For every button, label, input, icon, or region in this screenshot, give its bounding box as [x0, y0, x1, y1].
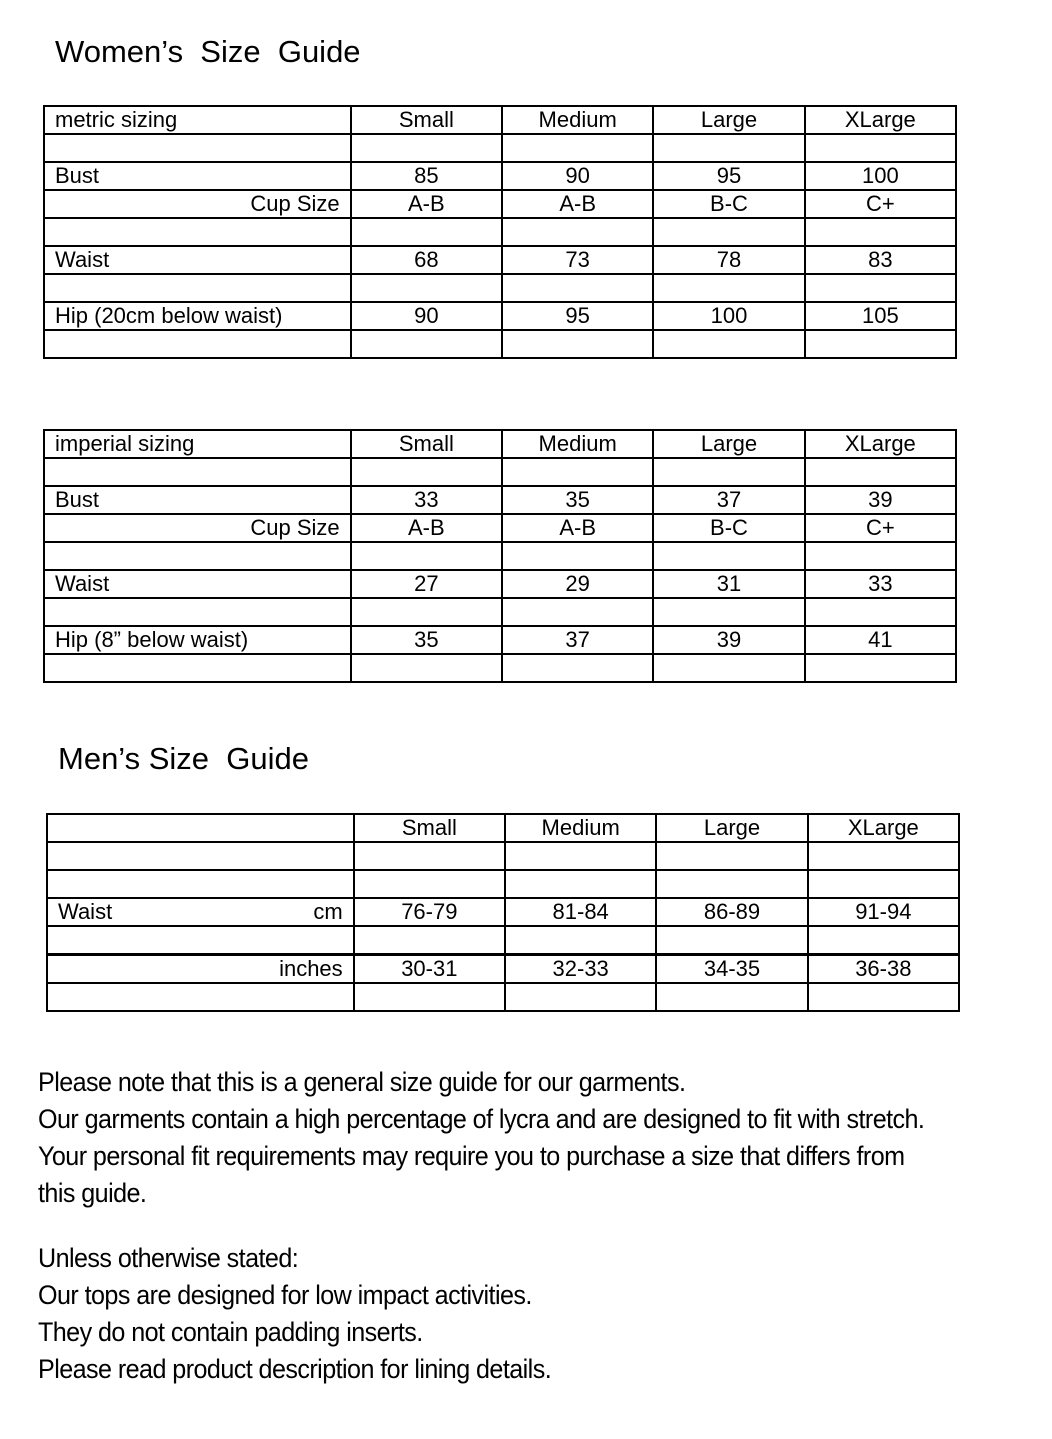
cell-value	[505, 926, 656, 955]
cell-value: 90	[351, 302, 502, 330]
note-line: Unless otherwise stated:	[38, 1243, 299, 1273]
cell-value	[351, 134, 502, 162]
cell-value: 39	[653, 626, 804, 654]
table-row	[44, 654, 956, 682]
row-label: imperial sizing	[44, 430, 351, 458]
cell-value	[354, 983, 505, 1011]
note-line: Your personal fit requirements may require you to purchase a size that differs from	[38, 1141, 905, 1171]
cell-value	[653, 654, 804, 682]
cell-value	[505, 870, 656, 898]
cell-value: 32-33	[505, 955, 656, 984]
cell-value	[505, 983, 656, 1011]
note-line: Our tops are designed for low impact activities.	[38, 1280, 532, 1310]
cell-value	[351, 598, 502, 626]
cell-value	[656, 926, 807, 955]
table-row	[44, 626, 956, 654]
size-medium-header: Medium	[502, 430, 653, 458]
row-label: Bust	[44, 162, 351, 190]
cell-value: 29	[502, 570, 653, 598]
cell-value	[502, 654, 653, 682]
row-label	[44, 458, 351, 486]
table-row	[47, 898, 959, 926]
cell-value: 27	[351, 570, 502, 598]
cell-value: 81-84	[505, 898, 656, 926]
table-row	[44, 274, 956, 302]
cell-value	[808, 926, 959, 955]
table-row	[44, 458, 956, 486]
cell-value	[805, 134, 956, 162]
size-small-header: Small	[354, 814, 505, 842]
cell-value	[656, 870, 807, 898]
cell-value	[656, 983, 807, 1011]
cell-value	[351, 218, 502, 246]
size-small-header: Small	[351, 430, 502, 458]
table-row	[44, 218, 956, 246]
cell-value	[805, 458, 956, 486]
cell-value: 35	[502, 486, 653, 514]
cell-value: 68	[351, 246, 502, 274]
cell-value: B-C	[653, 514, 804, 542]
row-label: Cup Size	[44, 190, 351, 218]
cell-value	[502, 218, 653, 246]
cell-value	[808, 842, 959, 870]
cell-value	[502, 274, 653, 302]
cell-value	[653, 218, 804, 246]
row-label: Waist	[44, 570, 351, 598]
cell-value: C+	[805, 514, 956, 542]
size-xlarge-header: XLarge	[805, 106, 956, 134]
measure-label: Waist	[58, 899, 113, 924]
cell-value: 39	[805, 486, 956, 514]
table-row	[44, 330, 956, 358]
cell-value	[805, 654, 956, 682]
row-label	[47, 983, 354, 1011]
row-label	[44, 598, 351, 626]
cell-value	[656, 842, 807, 870]
note-line: Our garments contain a high percentage of lycra and are designed to fit with stretch.	[38, 1104, 925, 1134]
product-notes	[38, 1240, 968, 1388]
row-label	[47, 842, 354, 870]
note-line: Please note that this is a general size guide for our garments.	[38, 1067, 686, 1097]
cell-value: 100	[805, 162, 956, 190]
cell-value	[805, 542, 956, 570]
table-row	[44, 486, 956, 514]
cell-value: 41	[805, 626, 956, 654]
cell-value	[805, 274, 956, 302]
cell-value	[351, 458, 502, 486]
table-row	[44, 190, 956, 218]
womens-size-guide-title: Women’s Size Guide	[55, 34, 361, 69]
size-xlarge-header: XLarge	[805, 430, 956, 458]
cell-value: 100	[653, 302, 804, 330]
table-header-row	[47, 814, 959, 842]
row-label	[47, 926, 354, 955]
row-label: Bust	[44, 486, 351, 514]
mens-size-table	[46, 813, 960, 1012]
table-row	[44, 246, 956, 274]
cell-value: 73	[502, 246, 653, 274]
cell-value: 83	[805, 246, 956, 274]
cell-value: 37	[653, 486, 804, 514]
cell-value	[354, 842, 505, 870]
cell-value	[502, 330, 653, 358]
size-large-header: Large	[656, 814, 807, 842]
size-medium-header: Medium	[502, 106, 653, 134]
table-row	[44, 542, 956, 570]
cell-value	[805, 218, 956, 246]
note-line: this guide.	[38, 1178, 147, 1208]
cell-value: 95	[653, 162, 804, 190]
cell-value	[354, 870, 505, 898]
size-large-header: Large	[653, 106, 804, 134]
cell-value: 30-31	[354, 955, 505, 984]
cell-value: 105	[805, 302, 956, 330]
size-small-header: Small	[351, 106, 502, 134]
womens-metric-table	[43, 105, 957, 359]
mens-size-guide-title: Men’s Size Guide	[58, 741, 309, 776]
table-row	[44, 514, 956, 542]
cell-value: 34-35	[656, 955, 807, 984]
cell-value	[653, 330, 804, 358]
row-label: metric sizing	[44, 106, 351, 134]
cell-value	[502, 458, 653, 486]
cell-value: 91-94	[808, 898, 959, 926]
cell-value	[354, 926, 505, 955]
row-label: Hip (20cm below waist)	[44, 302, 351, 330]
row-label: Hip (8” below waist)	[44, 626, 351, 654]
row-label	[44, 330, 351, 358]
cell-value: 37	[502, 626, 653, 654]
size-large-header: Large	[653, 430, 804, 458]
cell-value: 33	[351, 486, 502, 514]
cell-value: 95	[502, 302, 653, 330]
row-label: Waist	[44, 246, 351, 274]
cell-value: 85	[351, 162, 502, 190]
cell-value: 78	[653, 246, 804, 274]
table-row	[47, 983, 959, 1011]
womens-imperial-table	[43, 429, 957, 683]
row-label	[47, 955, 354, 984]
note-line: Please read product description for lining details.	[38, 1354, 552, 1384]
cell-value	[502, 134, 653, 162]
cell-value	[351, 330, 502, 358]
cell-value	[805, 330, 956, 358]
cell-value	[808, 983, 959, 1011]
size-medium-header: Medium	[505, 814, 656, 842]
table-header-row	[44, 430, 956, 458]
row-label	[44, 274, 351, 302]
table-row	[44, 134, 956, 162]
unit-label: cm	[313, 899, 343, 924]
cell-value: 33	[805, 570, 956, 598]
row-label	[47, 898, 354, 926]
cell-value: B-C	[653, 190, 804, 218]
row-label	[44, 542, 351, 570]
cell-value: A-B	[502, 514, 653, 542]
table-header-row	[44, 106, 956, 134]
table-row	[44, 302, 956, 330]
note-line: They do not contain padding inserts.	[38, 1317, 423, 1347]
cell-value	[653, 458, 804, 486]
cell-value: 36-38	[808, 955, 959, 984]
cell-value: 86-89	[656, 898, 807, 926]
cell-value: C+	[805, 190, 956, 218]
table-row	[44, 162, 956, 190]
row-label	[47, 814, 354, 842]
cell-value: 35	[351, 626, 502, 654]
cell-value	[653, 542, 804, 570]
cell-value: A-B	[502, 190, 653, 218]
table-row	[47, 870, 959, 898]
size-guide-notes	[38, 1064, 968, 1212]
size-xlarge-header: XLarge	[808, 814, 959, 842]
cell-value: 90	[502, 162, 653, 190]
table-row	[44, 598, 956, 626]
cell-value	[653, 598, 804, 626]
cell-value	[351, 654, 502, 682]
table-row	[47, 842, 959, 870]
cell-value: 31	[653, 570, 804, 598]
table-row	[47, 926, 959, 955]
cell-value	[653, 134, 804, 162]
cell-value	[502, 598, 653, 626]
cell-value: A-B	[351, 514, 502, 542]
cell-value: A-B	[351, 190, 502, 218]
table-row	[44, 570, 956, 598]
cell-value	[808, 870, 959, 898]
cell-value	[653, 274, 804, 302]
cell-value	[351, 542, 502, 570]
row-label	[44, 134, 351, 162]
cell-value	[505, 842, 656, 870]
row-label: Cup Size	[44, 514, 351, 542]
cell-value	[502, 542, 653, 570]
cell-value: 76-79	[354, 898, 505, 926]
row-label	[44, 218, 351, 246]
table-row	[47, 955, 959, 984]
cell-value	[351, 274, 502, 302]
row-label	[47, 870, 354, 898]
row-label	[44, 654, 351, 682]
unit-label: inches	[279, 956, 343, 981]
cell-value	[805, 598, 956, 626]
